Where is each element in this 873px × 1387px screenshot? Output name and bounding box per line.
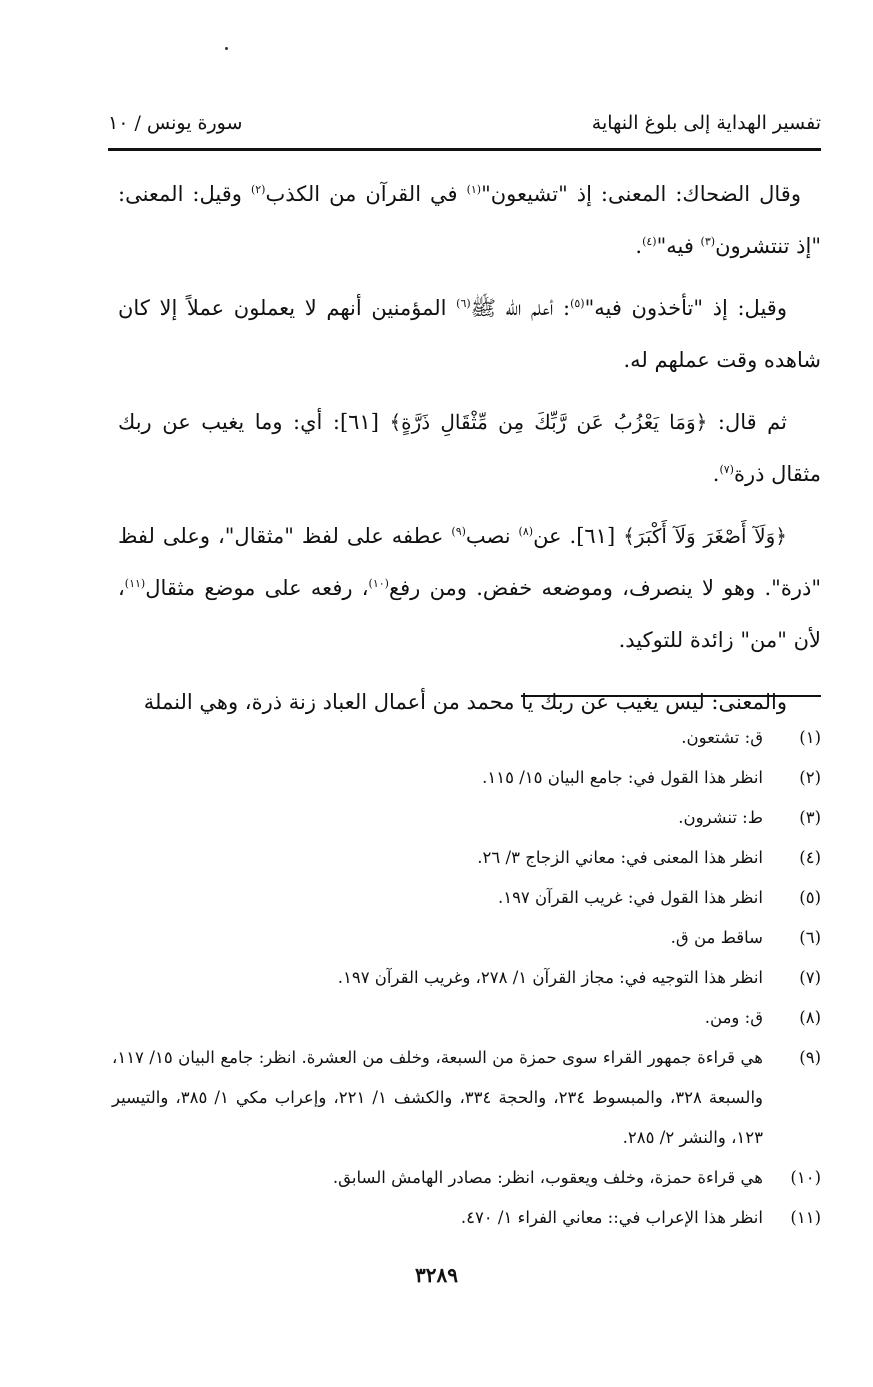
footnote-number: (٤) (799, 848, 821, 867)
text-run: فيه" (656, 234, 701, 258)
text-run: وقال الضحاك: المعنى: إذ "تشيعون" (481, 182, 801, 206)
paragraph-2 (118, 282, 821, 386)
footnote-11 (112, 1198, 821, 1238)
footnote-ref-6[interactable]: (٦) (456, 297, 471, 310)
main-text (118, 168, 821, 738)
footnote-8 (112, 998, 821, 1038)
running-header (108, 112, 821, 144)
quran-verse: ﴿وَلَآ أَصْغَرَ وَلَآ أَكْبَرَ﴾ (623, 524, 787, 548)
footnote-number: (١) (799, 728, 821, 747)
footnote-number: (٥) (799, 888, 821, 907)
footnote-ref-2[interactable]: (٢) (250, 183, 266, 196)
footnote-ref-3[interactable]: (٣) (700, 235, 716, 248)
footnote-ref-8[interactable]: (٨) (518, 525, 534, 538)
footnote-text: انظر هذا القول في: جامع البيان ١٥/ ١١٥. (482, 768, 763, 787)
footnote-7 (112, 958, 821, 998)
footnote-ref-1[interactable]: (١) (466, 183, 482, 196)
text-run: عطفه على لفظ "مثقال"، وعلى لفظ "ذرة". وهو لا ينصرف، وموضعه خفض. ومن رفع (118, 524, 821, 600)
footnote-number: (١٠) (790, 1168, 821, 1187)
footnote-ref-4[interactable]: (٤) (642, 235, 657, 248)
footnote-text: انظر هذا الإعراب في:: معاني الفراء ١/ ٤٧٠. (460, 1208, 763, 1227)
book-title: تفسير الهداية إلى بلوغ النهاية (591, 112, 821, 134)
footnote-number: (٨) (799, 1008, 821, 1027)
header-rule (108, 148, 821, 151)
paragraph-3 (118, 396, 821, 500)
surah-label: سورة يونس / ١٠ (108, 112, 243, 134)
text-run: [٦١]. عن (533, 524, 624, 548)
footnote-text: انظر هذا المعنى في: معاني الزجاج ٣/ ٢٦. (477, 848, 763, 867)
text-run: . (635, 234, 643, 258)
footnote-4 (112, 838, 821, 878)
footnote-ref-5[interactable]: (٥) (570, 297, 585, 310)
quran-verse: ﴿وَمَا يَعْزُبُ عَن رَّبِّكَ مِن مِّثْقَالِ ذَرَّةٍ﴾ (389, 410, 708, 434)
footnote-text: ط: تنشرون. (678, 808, 763, 827)
footnote-5 (112, 878, 821, 918)
footnote-number: (٧) (799, 968, 821, 987)
text-run: . (712, 462, 720, 486)
footnote-text: ق: ومن. (704, 1008, 763, 1027)
footnote-ref-10[interactable]: (١٠) (368, 577, 389, 590)
paragraph-4 (118, 510, 821, 666)
text-run: ثم قال: (707, 410, 787, 434)
footnote-separator (521, 695, 821, 697)
footnote-1 (112, 718, 821, 758)
page-number: ٣٢٨٩ (415, 1263, 458, 1287)
footnote-9 (112, 1038, 821, 1158)
text-run: في القرآن من الكذب (265, 182, 467, 206)
paragraph-1 (118, 168, 821, 272)
footnote-ref-7[interactable]: (٧) (719, 463, 734, 476)
text-run: وقيل: إذ "تأخذون فيه" (584, 296, 787, 320)
footnote-number: (٢) (799, 768, 821, 787)
footnote-text: انظر هذا القول في: غريب القرآن ١٩٧. (497, 888, 763, 907)
text-run: نصب (465, 524, 519, 548)
footnote-number: (١١) (790, 1208, 821, 1227)
footnote-ref-11[interactable]: (١١) (124, 577, 146, 590)
footnote-text: ق: تشتعون. (681, 728, 763, 747)
paragraph-5: والمعنى: ليس يغيب عن ربك يا محمد من أعمال العباد زنة ذرة، وهي النملة (143, 690, 787, 714)
footnote-6 (112, 918, 821, 958)
footnote-text: هي قراءة جمهور القراء سوى حمزة من السبعة، وخلف من العشرة. انظر: جامع البيان ١٥/ ١١٧، والسبعة ٣٢٨، والمبسوط ٢٣٤، والحجة ٣٣٤، والكشف ١/ ٢٢١، وإعراب مكي ١/ ٣٨٥، والتيسير ١٢٣، والنشر ٢/ ٢٨٥. (112, 1048, 764, 1147)
text-run: ، لأن "من" زائدة للتوكيد. (118, 576, 821, 652)
text-run: وقيل: المعنى: "إذ تنتشرون (118, 182, 821, 258)
text-run: : أعلم الله ﷺ (470, 296, 571, 320)
text-run: ، رفعه على موضع مثقال (145, 576, 369, 600)
text-run: [٦١]: أي: وما يغيب عن ربك مثقال ذرة (118, 410, 821, 486)
footnotes (112, 718, 821, 1238)
footnote-3 (112, 798, 821, 838)
footnote-ref-9[interactable]: (٩) (451, 525, 466, 538)
footnote-10 (112, 1158, 821, 1198)
footnote-text: ساقط من ق. (670, 928, 763, 947)
footnote-number: (٩) (799, 1048, 821, 1067)
footnote-text: انظر هذا التوجيه في: مجاز القرآن ١/ ٢٧٨، وغريب القرآن ١٩٧. (337, 968, 763, 987)
text-run: المؤمنين أنهم لا يعملون عملاً إلا كان شاهده وقت عملهم له. (118, 296, 821, 372)
scan-speck (225, 47, 228, 50)
footnote-text: هي قراءة حمزة، وخلف ويعقوب، انظر: مصادر الهامش السابق. (332, 1168, 763, 1187)
footnote-number: (٣) (799, 808, 821, 827)
footnote-number: (٦) (799, 928, 821, 947)
footnote-2 (112, 758, 821, 798)
